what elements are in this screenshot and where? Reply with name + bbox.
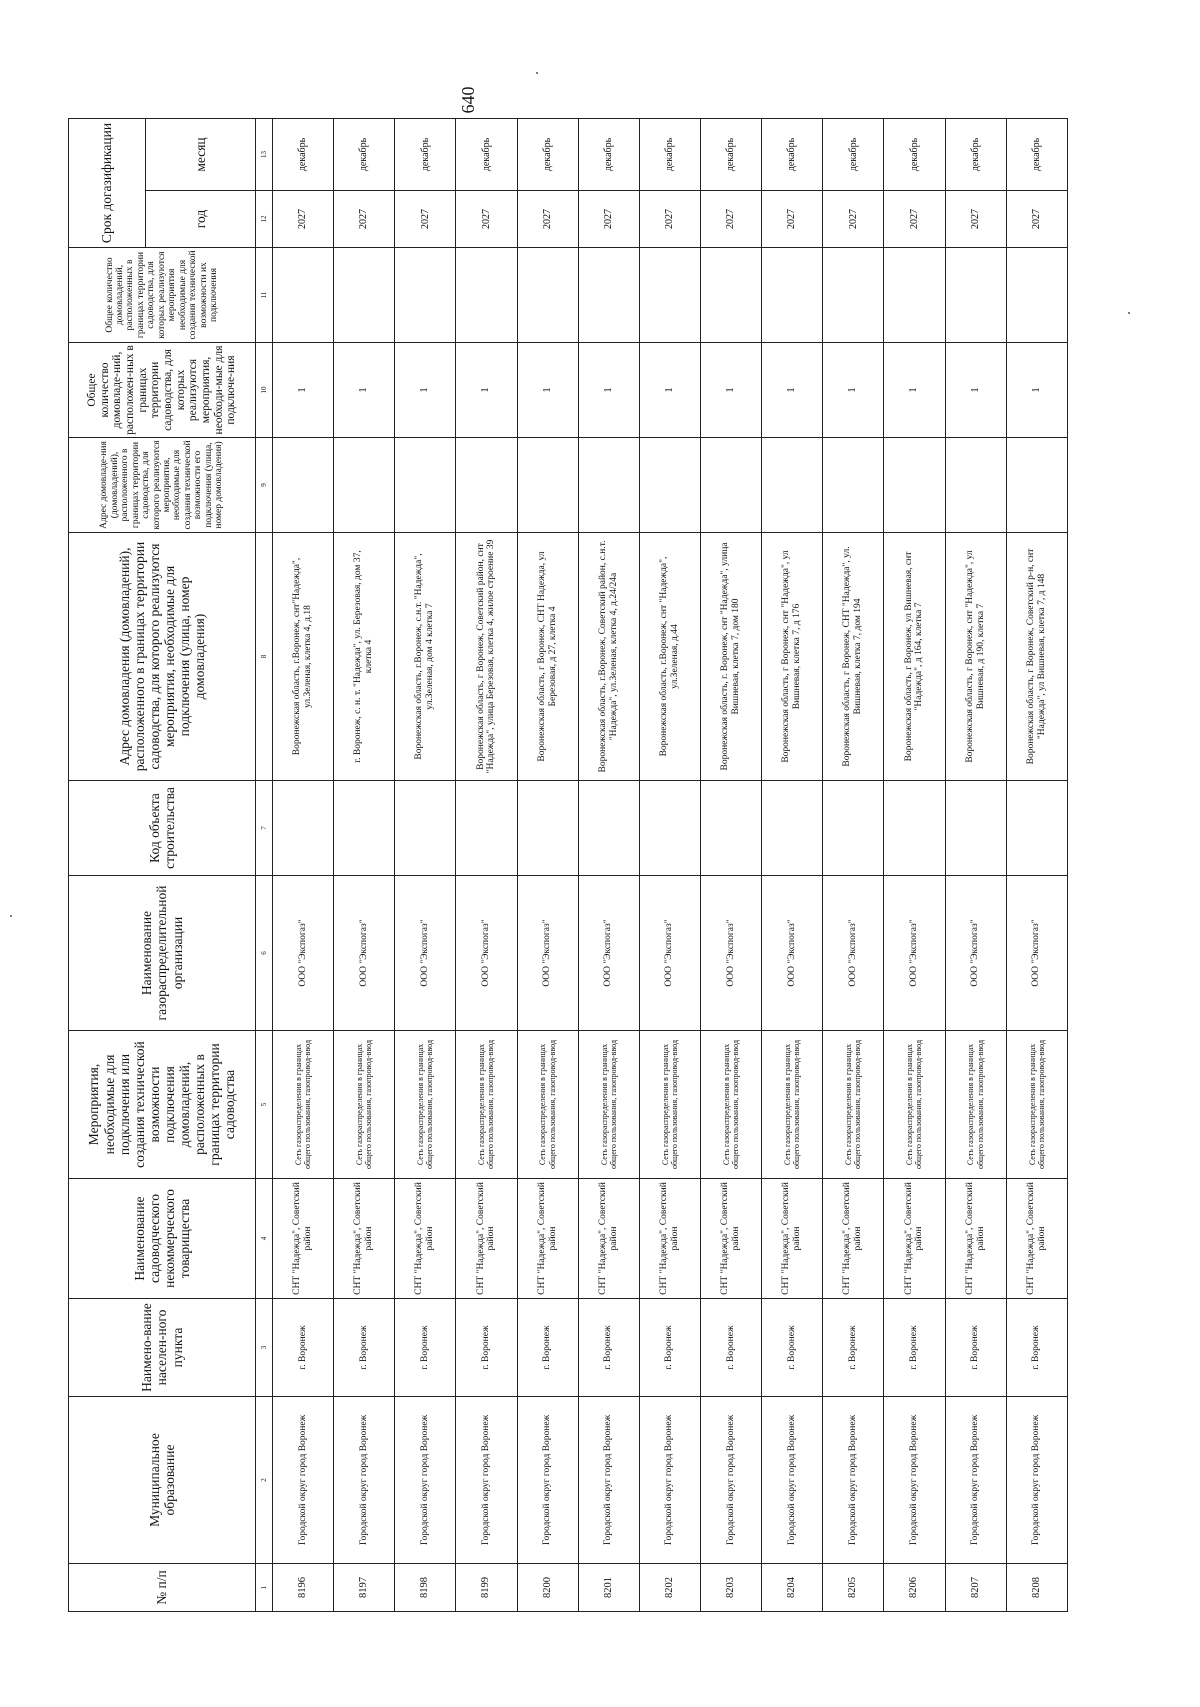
municipality-cell: Городской округ город Воронеж: [884, 1397, 945, 1564]
col-header-8: Адрес домовладения (домовладений), расположенного в границах территории садоводства, для которого реализуются мероприятия, необходимые для подключения (улица, номер домовладения): [69, 533, 256, 781]
month-cell: декабрь: [823, 118, 884, 190]
table-row: [1006, 118, 1067, 1611]
table-row: [700, 118, 761, 1611]
address-tech-cell: [578, 438, 639, 533]
household-count-cell: 1: [639, 343, 700, 438]
household-count-cell: 1: [945, 343, 1006, 438]
object-code-cell: [945, 781, 1006, 876]
gas-org-cell: ООО "Экспогаз": [578, 876, 639, 1031]
event-cell: Сеть газораспределения в границах общего пользования, газопровод-ввод: [334, 1031, 395, 1179]
address-tech-cell: [334, 438, 395, 533]
snt-name-cell: СНТ "Надежда", Советский район: [700, 1179, 761, 1299]
household-count-cell: 1: [884, 343, 945, 438]
gas-org-cell: ООО "Экспогаз": [334, 876, 395, 1031]
object-code-cell: [395, 781, 456, 876]
household-count-tech-cell: [1006, 248, 1067, 343]
scan-speck: [10, 915, 12, 917]
address-tech-cell: [395, 438, 456, 533]
col-number: 4: [256, 1179, 273, 1299]
col-header-12: год: [146, 191, 256, 248]
household-count-cell: 1: [700, 343, 761, 438]
col-header-4: Наименование садоводческого некоммерческого товарищества: [69, 1179, 256, 1299]
snt-name-cell: СНТ "Надежда", Советский район: [517, 1179, 578, 1299]
household-count-tech-cell: [578, 248, 639, 343]
settlement-cell: г. Воронеж: [700, 1299, 761, 1397]
row-number: 8199: [456, 1564, 517, 1612]
event-cell: Сеть газораспределения в границах общего пользования, газопровод-ввод: [1006, 1031, 1067, 1179]
month-cell: декабрь: [456, 118, 517, 190]
address-tech-cell: [823, 438, 884, 533]
snt-name-cell: СНТ "Надежда", Советский район: [884, 1179, 945, 1299]
gas-org-cell: ООО "Экспогаз": [1006, 876, 1067, 1031]
gas-org-cell: ООО "Экспогаз": [823, 876, 884, 1031]
table-row: [762, 118, 823, 1611]
row-number: 8203: [700, 1564, 761, 1612]
col-group-header: Срок догазификации: [69, 118, 146, 247]
household-count-tech-cell: [273, 248, 334, 343]
household-count-tech-cell: [395, 248, 456, 343]
settlement-cell: г. Воронеж: [273, 1299, 334, 1397]
gas-org-cell: ООО "Экспогаз": [395, 876, 456, 1031]
row-number: 8206: [884, 1564, 945, 1612]
event-cell: Сеть газораспределения в границах общего пользования, газопровод-ввод: [273, 1031, 334, 1179]
address-cell: Воронежская область, г Воронеж, ул Вишневая, снт "Надежда", д 164, клетка 7: [884, 533, 945, 781]
object-code-cell: [884, 781, 945, 876]
col-number: 12: [256, 191, 273, 248]
col-header-10: Общее количество домовладе-ний, расположен-ных в границах территории садоводства, для которых реализуются мероприятия, необходи-мые для подключе-ния: [69, 343, 256, 438]
col-header-2: Муниципальное образование: [69, 1397, 256, 1564]
household-count-cell: 1: [762, 343, 823, 438]
address-tech-cell: [517, 438, 578, 533]
snt-name-cell: СНТ "Надежда", Советский район: [823, 1179, 884, 1299]
year-cell: 2027: [273, 191, 334, 248]
col-number: 9: [256, 438, 273, 533]
object-code-cell: [639, 781, 700, 876]
address-cell: Воронежская область, г Воронеж, Советский район, снт "Надежда", улица Березовая, клетка 4, жилое строение 39: [456, 533, 517, 781]
event-cell: Сеть газораспределения в границах общего пользования, газопровод-ввод: [700, 1031, 761, 1179]
object-code-cell: [823, 781, 884, 876]
snt-name-cell: СНТ "Надежда", Советский район: [395, 1179, 456, 1299]
row-number: 8196: [273, 1564, 334, 1612]
household-count-tech-cell: [823, 248, 884, 343]
municipality-cell: Городской округ город Воронеж: [395, 1397, 456, 1564]
event-cell: Сеть газораспределения в границах общего пользования, газопровод-ввод: [456, 1031, 517, 1179]
object-code-cell: [700, 781, 761, 876]
household-count-tech-cell: [334, 248, 395, 343]
object-code-cell: [578, 781, 639, 876]
month-cell: декабрь: [395, 118, 456, 190]
settlement-cell: г. Воронеж: [578, 1299, 639, 1397]
month-cell: декабрь: [639, 118, 700, 190]
snt-name-cell: СНТ "Надежда", Советский район: [456, 1179, 517, 1299]
year-cell: 2027: [823, 191, 884, 248]
row-number: 8204: [762, 1564, 823, 1612]
municipality-cell: Городской округ город Воронеж: [273, 1397, 334, 1564]
col-number: 11: [256, 248, 273, 343]
year-cell: 2027: [578, 191, 639, 248]
event-cell: Сеть газораспределения в границах общего пользования, газопровод-ввод: [945, 1031, 1006, 1179]
table-row: [823, 118, 884, 1611]
household-count-tech-cell: [517, 248, 578, 343]
municipality-cell: Городской округ город Воронеж: [823, 1397, 884, 1564]
col-header-11: Общее количество домовладений, расположенных в границах территории садоводства, для которых реализуются мероприятия необходимые для создания технической возможности их подключения: [69, 248, 256, 343]
object-code-cell: [517, 781, 578, 876]
settlement-cell: г. Воронеж: [762, 1299, 823, 1397]
table-row: [639, 118, 700, 1611]
settlement-cell: г. Воронеж: [945, 1299, 1006, 1397]
settlement-cell: г. Воронеж: [1006, 1299, 1067, 1397]
event-cell: Сеть газораспределения в границах общего пользования, газопровод-ввод: [823, 1031, 884, 1179]
municipality-cell: Городской округ город Воронеж: [762, 1397, 823, 1564]
col-header-1: № п/п: [69, 1564, 256, 1612]
address-cell: Воронежская область, г Воронеж, СНТ "Надежда", ул. Вишневая, клетка 7, дом 194: [823, 533, 884, 781]
event-cell: Сеть газораспределения в границах общего пользования, газопровод-ввод: [578, 1031, 639, 1179]
year-cell: 2027: [517, 191, 578, 248]
municipality-cell: Городской округ город Воронеж: [334, 1397, 395, 1564]
household-count-tech-cell: [945, 248, 1006, 343]
municipality-cell: Городской округ город Воронеж: [456, 1397, 517, 1564]
snt-name-cell: СНТ "Надежда", Советский район: [639, 1179, 700, 1299]
row-number: 8198: [395, 1564, 456, 1612]
table-row: [273, 118, 334, 1611]
municipality-cell: Городской округ город Воронеж: [517, 1397, 578, 1564]
gas-org-cell: ООО "Экспогаз": [762, 876, 823, 1031]
event-cell: Сеть газораспределения в границах общего пользования, газопровод-ввод: [639, 1031, 700, 1179]
municipality-cell: Городской округ город Воронеж: [639, 1397, 700, 1564]
table-row: [334, 118, 395, 1611]
address-cell: Воронежская область, г.Воронеж, снт"Надежда", ул.Зеленая, клетка 4, д.18: [273, 533, 334, 781]
snt-name-cell: СНТ "Надежда", Советский район: [334, 1179, 395, 1299]
col-number: 2: [256, 1397, 273, 1564]
row-number: 8197: [334, 1564, 395, 1612]
address-tech-cell: [456, 438, 517, 533]
household-count-tech-cell: [884, 248, 945, 343]
month-cell: декабрь: [334, 118, 395, 190]
gasification-table: [68, 118, 1068, 1612]
address-cell: Воронежская область, г. Воронеж, снт "Надежда", улица Вишневая, клетка 7, дом 180: [700, 533, 761, 781]
rotated-table-wrapper: [68, 119, 1068, 1612]
address-cell: Воронежская область, г Воронеж, СНТ Надежда, ул Березовая, д 27, клетка 4: [517, 533, 578, 781]
table-row: [884, 118, 945, 1611]
household-count-cell: 1: [517, 343, 578, 438]
year-cell: 2027: [1006, 191, 1067, 248]
object-code-cell: [762, 781, 823, 876]
address-tech-cell: [273, 438, 334, 533]
column-number-row: [256, 118, 273, 1611]
household-count-tech-cell: [700, 248, 761, 343]
year-cell: 2027: [456, 191, 517, 248]
month-cell: декабрь: [700, 118, 761, 190]
month-cell: декабрь: [1006, 118, 1067, 190]
address-cell: Воронежская область, г Воронеж, снт "Надежда", ул Вишневая, клетка 7, д 176: [762, 533, 823, 781]
gas-org-cell: ООО "Экспогаз": [456, 876, 517, 1031]
settlement-cell: г. Воронеж: [884, 1299, 945, 1397]
address-cell: г. Воронеж, с. н. т. "Надежда", ул. Березовая, дом 37, клетка 4: [334, 533, 395, 781]
gas-org-cell: ООО "Экспогаз": [884, 876, 945, 1031]
year-cell: 2027: [395, 191, 456, 248]
address-tech-cell: [945, 438, 1006, 533]
household-count-tech-cell: [456, 248, 517, 343]
settlement-cell: г. Воронеж: [395, 1299, 456, 1397]
row-number: 8201: [578, 1564, 639, 1612]
scan-speck: [536, 72, 538, 74]
row-number: 8207: [945, 1564, 1006, 1612]
page-number: 640: [458, 86, 478, 114]
address-cell: Воронежская область, г.Воронеж, с.н.т. "Надежда", ул.Зеленая, дом 4 клетка 7: [395, 533, 456, 781]
municipality-cell: Городской округ город Воронеж: [578, 1397, 639, 1564]
object-code-cell: [1006, 781, 1067, 876]
household-count-cell: 1: [395, 343, 456, 438]
header-row-top: [69, 118, 146, 1611]
settlement-cell: г. Воронеж: [823, 1299, 884, 1397]
gas-org-cell: ООО "Экспогаз": [945, 876, 1006, 1031]
address-tech-cell: [700, 438, 761, 533]
object-code-cell: [273, 781, 334, 876]
address-cell: Воронежская область, г.Воронеж, Советский район, с.н.т. "Надежда", ул.Зеленая, клетка 4, д.24/24а: [578, 533, 639, 781]
table-row: [945, 118, 1006, 1611]
month-cell: декабрь: [762, 118, 823, 190]
table-body: [256, 118, 1068, 1611]
col-number: 7: [256, 781, 273, 876]
scan-speck: [1128, 312, 1130, 314]
col-number: 10: [256, 343, 273, 438]
col-number: 3: [256, 1299, 273, 1397]
event-cell: Сеть газораспределения в границах общего пользования, газопровод-ввод: [517, 1031, 578, 1179]
col-header-5: Мероприятия, необходимые для подключения или создания технической возможности подключения домовладений, расположенных в границах территории садоводства: [69, 1031, 256, 1179]
row-number: 8205: [823, 1564, 884, 1612]
settlement-cell: г. Воронеж: [517, 1299, 578, 1397]
month-cell: декабрь: [884, 118, 945, 190]
address-cell: Воронежская область, г.Воронеж, снт "Надежда", ул.Зеленая, д.44: [639, 533, 700, 781]
settlement-cell: г. Воронеж: [456, 1299, 517, 1397]
year-cell: 2027: [762, 191, 823, 248]
event-cell: Сеть газораспределения в границах общего пользования, газопровод-ввод: [395, 1031, 456, 1179]
col-number: 13: [256, 118, 273, 190]
address-tech-cell: [1006, 438, 1067, 533]
row-number: 8200: [517, 1564, 578, 1612]
address-tech-cell: [639, 438, 700, 533]
household-count-cell: 1: [334, 343, 395, 438]
household-count-tech-cell: [639, 248, 700, 343]
municipality-cell: Городской округ город Воронеж: [700, 1397, 761, 1564]
col-number: 8: [256, 533, 273, 781]
settlement-cell: г. Воронеж: [334, 1299, 395, 1397]
snt-name-cell: СНТ "Надежда", Советский район: [945, 1179, 1006, 1299]
gas-org-cell: ООО "Экспогаз": [700, 876, 761, 1031]
table-row: [456, 118, 517, 1611]
col-header-6: Наименование газораспределительной организации: [69, 876, 256, 1031]
col-number: 5: [256, 1031, 273, 1179]
row-number: 8202: [639, 1564, 700, 1612]
event-cell: Сеть газораспределения в границах общего пользования, газопровод-ввод: [884, 1031, 945, 1179]
municipality-cell: Городской округ город Воронеж: [945, 1397, 1006, 1564]
municipality-cell: Городской округ город Воронеж: [1006, 1397, 1067, 1564]
household-count-tech-cell: [762, 248, 823, 343]
year-cell: 2027: [945, 191, 1006, 248]
col-header-3: Наимено-вание населен-ного пункта: [69, 1299, 256, 1397]
gas-org-cell: ООО "Экспогаз": [517, 876, 578, 1031]
table-row: [517, 118, 578, 1611]
col-header-9: Адрес домовладе-ния (домовладений), расположенного в границах территории садоводства, для которого реализуются мероприятия, необходимые для создания технической возможности его подключения (улица, номер домовладения): [69, 438, 256, 533]
gas-org-cell: ООО "Экспогаз": [639, 876, 700, 1031]
household-count-cell: 1: [823, 343, 884, 438]
address-cell: Воронежская область, г Воронеж, снт "Надежда", ул Вишневая, д 190, клетка 7: [945, 533, 1006, 781]
snt-name-cell: СНТ "Надежда", Советский район: [273, 1179, 334, 1299]
month-cell: декабрь: [945, 118, 1006, 190]
year-cell: 2027: [884, 191, 945, 248]
col-number: 6: [256, 876, 273, 1031]
household-count-cell: 1: [1006, 343, 1067, 438]
address-cell: Воронежская область, г Воронеж, Советский р-н, снт "Надежда", ул Вишневая, клетка 7, д 148: [1006, 533, 1067, 781]
settlement-cell: г. Воронеж: [639, 1299, 700, 1397]
row-number: 8208: [1006, 1564, 1067, 1612]
household-count-cell: 1: [578, 343, 639, 438]
address-tech-cell: [884, 438, 945, 533]
table-row: [395, 118, 456, 1611]
object-code-cell: [456, 781, 517, 876]
year-cell: 2027: [700, 191, 761, 248]
household-count-cell: 1: [273, 343, 334, 438]
object-code-cell: [334, 781, 395, 876]
year-cell: 2027: [334, 191, 395, 248]
month-cell: декабрь: [273, 118, 334, 190]
month-cell: декабрь: [578, 118, 639, 190]
col-number: 1: [256, 1564, 273, 1612]
year-cell: 2027: [639, 191, 700, 248]
gas-org-cell: ООО "Экспогаз": [273, 876, 334, 1031]
col-header-7: Код объекта строительства: [69, 781, 256, 876]
household-count-cell: 1: [456, 343, 517, 438]
table-row: [578, 118, 639, 1611]
address-tech-cell: [762, 438, 823, 533]
snt-name-cell: СНТ "Надежда", Советский район: [762, 1179, 823, 1299]
col-header-13: месяц: [146, 118, 256, 190]
month-cell: декабрь: [517, 118, 578, 190]
snt-name-cell: СНТ "Надежда", Советский район: [578, 1179, 639, 1299]
event-cell: Сеть газораспределения в границах общего пользования, газопровод-ввод: [762, 1031, 823, 1179]
snt-name-cell: СНТ "Надежда", Советский район: [1006, 1179, 1067, 1299]
